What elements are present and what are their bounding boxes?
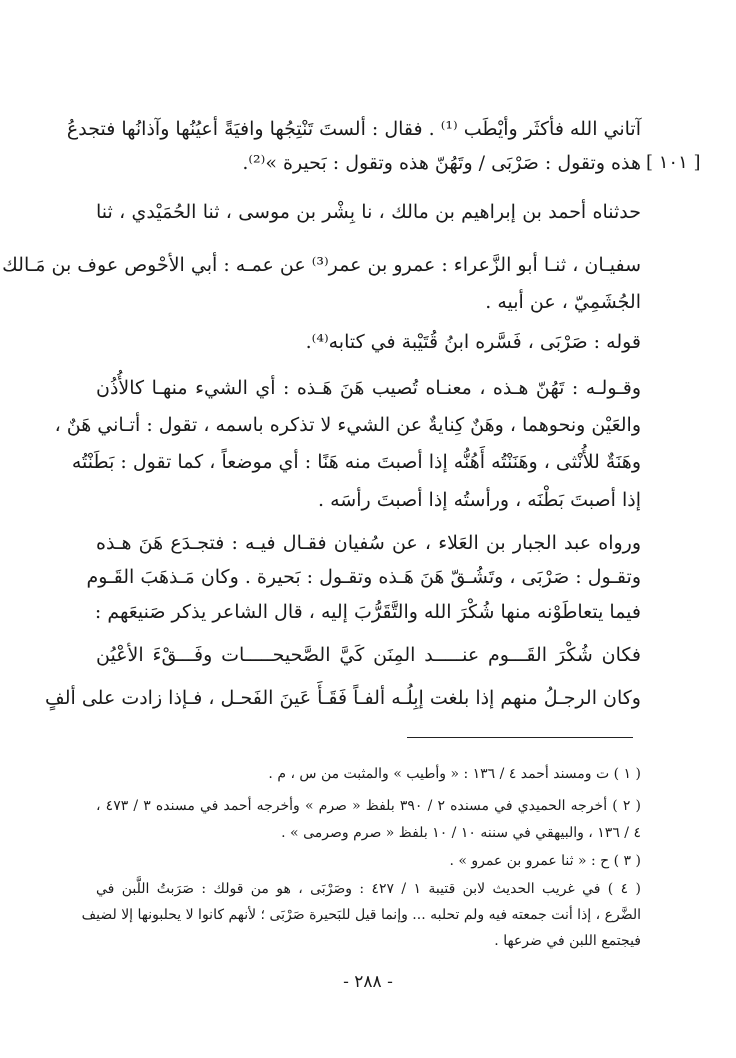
text-line-6: قوله : صَرْبَى ، فَسَّره ابنُ قُتَيْبة في كتابه⁽⁴⁾. [305, 331, 641, 353]
footnote-2: ( ٢ ) أخرجه الحميدي في مسنده ٢ / ٣٩٠ بلفظ « صرم » وأخرجه أحمد في مسنده ٣ / ٤٧٣ ، [96, 798, 641, 814]
footnote-3: ( ٣ ) ح : « ثنا عمرو بن عمرو » . [449, 853, 641, 869]
text-line-11: ورواه عبد الجبار بن العَلاء ، عن سُفيان فقـال فيـه : فتجـدَع هَنَ هـذه [96, 532, 641, 554]
text-line-4: سفيـان ، ثنـا أبو الزَّعراء : عمرو بن عمر⁽³⁾ عن عمـه : أبي الأحْوص عوف بن مَـالك [2, 254, 641, 276]
text-line-9: وهَنَةٌ للأُنْثى ، وهَنَنْتُه أَهُنُّه إذا أصبتَ منه هَنًا : أي موضعاً ، كما تقول : بَطَنْتُه [71, 451, 641, 473]
page-number: - ٢٨٨ - [343, 972, 393, 992]
text-line-3: حدثناه أحمد بن إبراهيم بن مالك ، نا بِشْر بن موسى ، ثنا الحُمَيْدي ، ثنا [96, 201, 641, 223]
footnote-separator [407, 737, 633, 738]
footnote-4: ( ٤ ) في غريب الحديث لابن قتيبة ١ / ٤٢٧ : وصَرْبَى ، هو من قولك : صَرَبتُ اللَّبن في [96, 881, 641, 897]
footnote-4-cont: الضَّرع ، إذا أنت جمعته فيه ولم تحلبه ... وإنما قيل للبَحيرة صَرْبَى ؛ لأنهم كانوا لا يحلبونها إلا لضيف [81, 907, 641, 923]
poetry-verse: فكان شُكْرَ القَـــوم عنـــــد المِنَن كَيَّ الصَّحيحـــــات وفَـــقْءَ الأعْيُن [96, 644, 641, 666]
text-line-15: وكان الرجـلُ منهم إذا بلغت إبِلُـه ألفـاً فَقَـأَ عَينَ الفَحـل ، فـإذا زادت على ألفٍ [45, 687, 641, 709]
text-line-5: الجُشَمِيّ ، عن أبيه . [485, 291, 641, 313]
text-line-1: آتاني الله فأكثَر وأيْطَب ⁽¹⁾ . فقال : ألستَ تَنْتِجُها وافيَةً أعيُنُها وآذانُها فتجدعُ [66, 118, 641, 140]
text-line-8: والعَيْن ونحوهما ، وهَنٌ كِنايةٌ عن الشيء لا تذكره باسمه ، تقول : أتـاني هَنٌ ، [54, 414, 641, 436]
text-line-10: إذا أصبتَ بَطْنَه ، ورأستُه إذا أصبتَ رأسَه . [318, 489, 641, 511]
text-line-7: وقـولـه : تَهُنّ هـذه ، معنـاه تُصيب هَنَ هَـذه : أي الشيء منهـا كالأُذُن [96, 377, 641, 399]
text-line-13: فيما يتعاطَوْنه منها شُكْرَ الله والتَّقَرُّبَ إليه ، قال الشاعر يذكر صَنيعَهم : [94, 601, 641, 623]
footnote-1: ( ١ ) ت ومسند أحمد ٤ / ١٣٦ : « وأطيب » والمثبت من س ، م . [268, 766, 641, 782]
margin-page-reference: [ ١٠١ ] [646, 152, 701, 173]
footnote-4-end: فيجتمع اللبن في ضرعها . [494, 933, 641, 949]
footnote-2-cont: ٤ / ١٣٦ ، والبيهقي في سننه ١٠ / ١٠ بلفظ « صرم وصرمى » . [281, 825, 641, 841]
text-line-12: وتقـول : صَرْبَى ، وتَشُـقّ هَنَ هَـذه وتقـول : بَحيرة . وكان مَـذهَبَ القَـوم [86, 566, 641, 588]
text-line-2: هذه وتقول : صَرْبَى / وتَهُنّ هذه وتقول : بَحيرة »⁽²⁾. [242, 152, 641, 174]
